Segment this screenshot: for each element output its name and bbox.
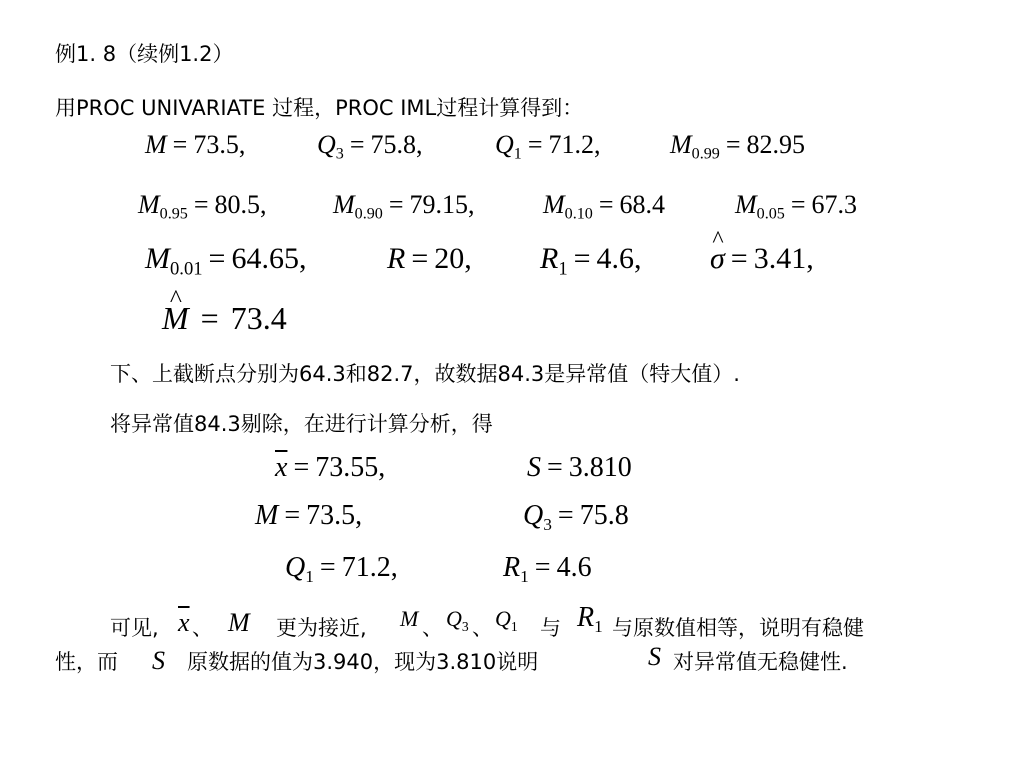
stat-m001: $M_{0.01} = 64.65$,	[145, 242, 307, 280]
stat-range: R = 20,	[387, 242, 472, 275]
sym-s: S	[152, 646, 165, 675]
intro-text: 用PROC UNIVARIATE 过程，PROC IML过程计算得到：	[55, 96, 584, 120]
sym-r1: $R_1$	[577, 602, 603, 637]
sym-s-2: S	[648, 642, 661, 671]
stat-median-after: M = 73.5,	[255, 500, 363, 531]
stat-m-hat: ^ M = 73.4	[162, 300, 287, 337]
stat-q3: $Q_3 = 75.8$,	[317, 130, 423, 163]
stat-sigma-hat: ^ σ = 3.41,	[710, 242, 814, 276]
stat-r1: $R_1 = 4.6$,	[540, 242, 642, 280]
sym-m: M	[228, 608, 250, 637]
stat-q3-after: $Q_3 = 75.8$	[523, 500, 629, 535]
stat-q1: $Q_1 = 71.2$,	[495, 130, 601, 163]
stat-r1-after: $R_1 = 4.6$	[503, 552, 592, 587]
sym-q1: $Q_1$	[495, 606, 518, 634]
sym-q3: $Q_3$	[446, 606, 469, 634]
stat-mean: $\overline{x} = 73.55$,	[275, 452, 386, 483]
stat-m099: $M_{0.99} = 82.95$	[670, 130, 806, 163]
paragraph-remove-outlier: 将异常值84.3剔除，在进行计算分析，得	[110, 412, 493, 436]
stat-m005: $M_{0.05} = 67.3$	[735, 190, 858, 223]
sym-xbar: $\overline{x}$	[178, 608, 190, 637]
stat-std: S = 3.810	[527, 452, 632, 483]
stat-q1-after: $Q_1 = 71.2$,	[285, 552, 398, 587]
paragraph-cutoff: 下、上截断点分别为64.3和82.7，故数据84.3是异常值（特大值）.	[110, 362, 740, 386]
stat-m010: $M_{0.10} = 68.4$	[543, 190, 666, 223]
sym-m-2: M	[400, 606, 419, 631]
stat-m090: $M_{0.90} = 79.15$,	[333, 190, 475, 223]
stat-m095: $M_{0.95} = 80.5$,	[138, 190, 267, 223]
example-title: 例1. 8（续例1.2）	[55, 42, 234, 66]
stat-median: M = 73.5,	[145, 130, 246, 159]
